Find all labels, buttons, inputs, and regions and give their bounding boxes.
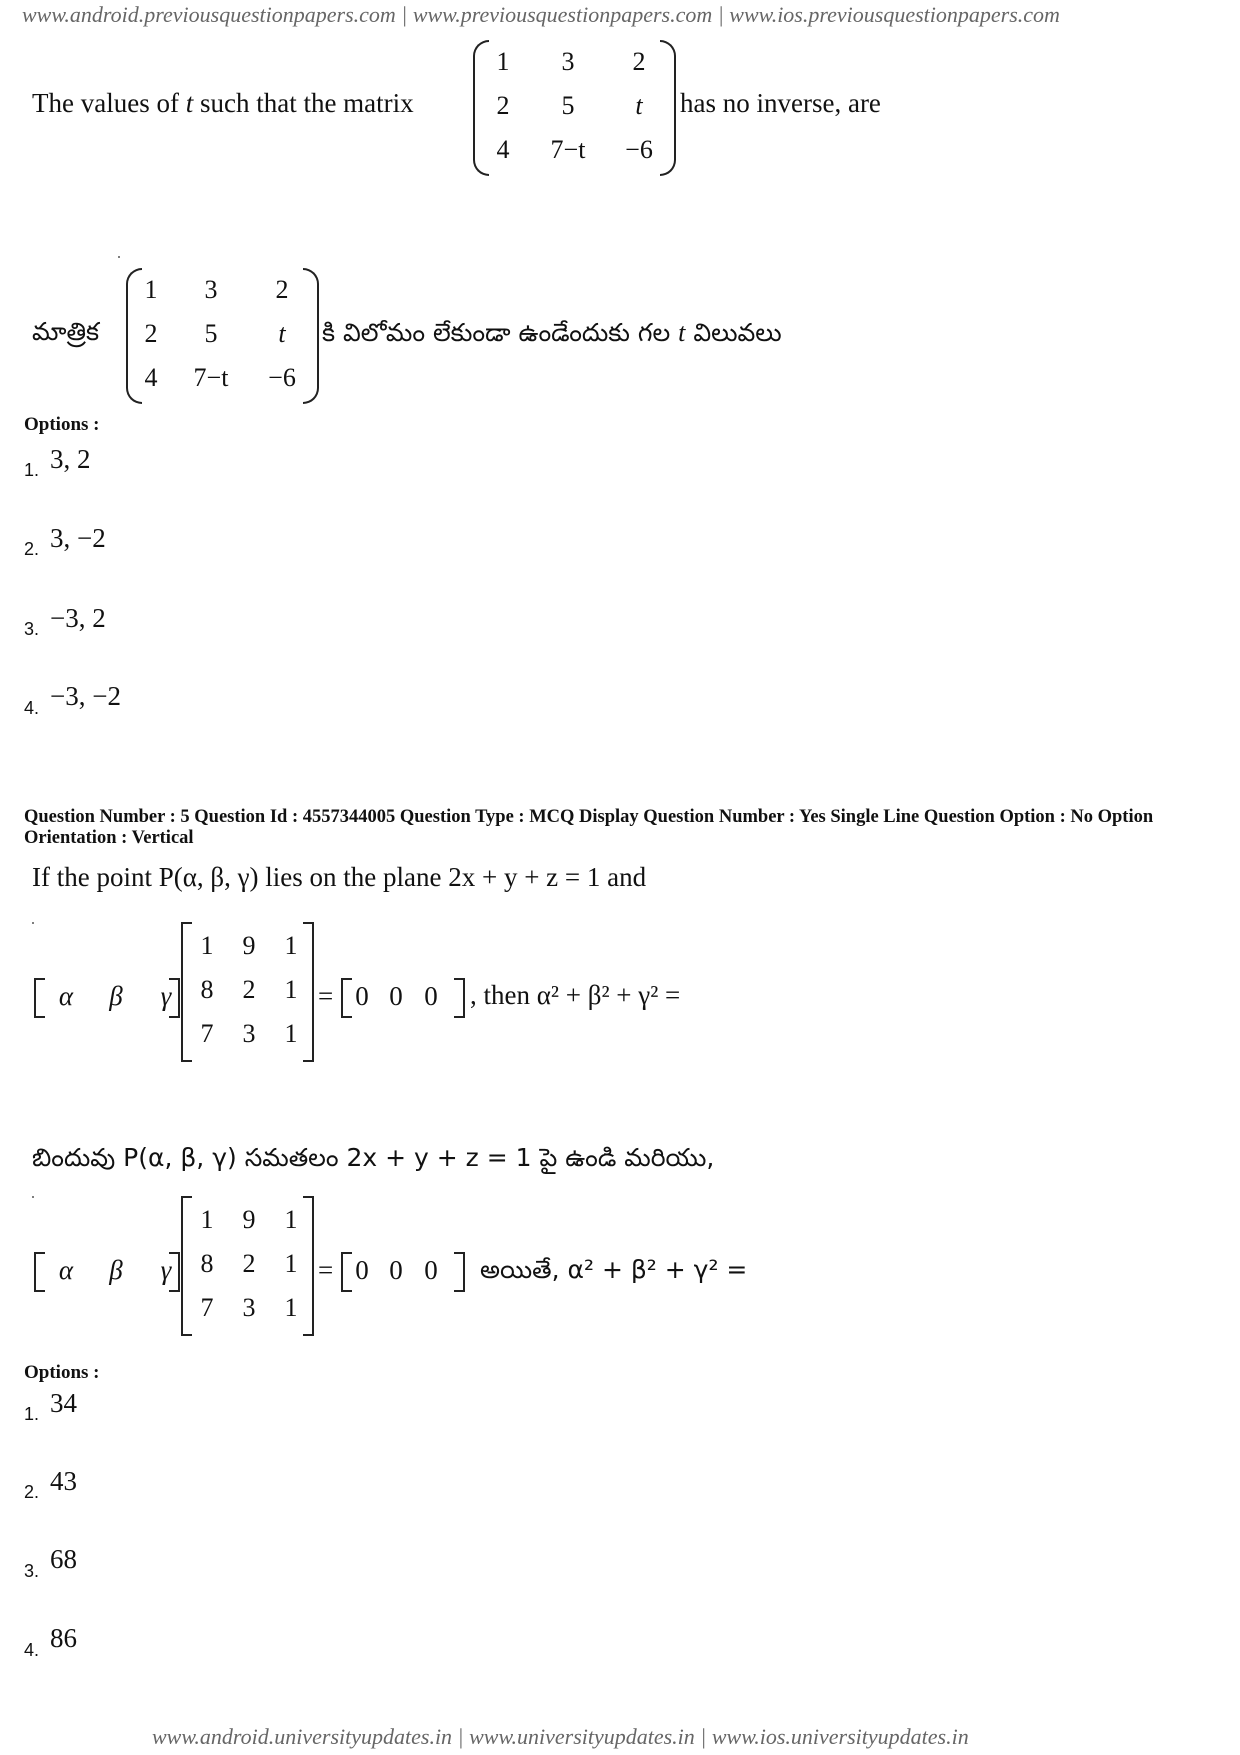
matrix-cell: 7 [200,1019,214,1048]
matrix-cell: −6 [268,363,296,392]
matrix-cell: 5 [561,91,575,120]
matrix-cell: −6 [625,135,653,164]
matrix-cell: 8 [200,975,214,1004]
q4-matrix-te [131,268,313,400]
option-value: 34 [50,1388,77,1418]
header-site-links: www.android.previousquestionpapers.com | www.previousquestionpapers.com | www.ios.previousquestionpapers.com [22,2,1060,27]
matrix-cell: 8 [200,1249,214,1278]
q4-options-heading: Options : [24,414,100,435]
option-value: 43 [50,1466,77,1496]
q5-en-tail: , then α² + β² + γ² = [470,980,681,1010]
q5-row-vector [44,976,188,1016]
q5-matrix-right-bracket [303,922,314,1062]
q5-en-line1: If the point P(α, β, γ) lies on the plane 2x + y + z = 1 and [32,862,647,892]
q4-te-prefix: మాత్రిక [32,317,100,346]
q4-te-var: t [678,318,686,347]
matrix-cell: t [635,91,643,120]
matrix-cell: 2 [496,91,510,120]
q5-te-line1: బిందువు P(α, β, γ) సమతలం 2x + y + z = 1 పై ఉండి మరియు, [32,1143,715,1172]
matrix-cell: 2 [144,319,158,348]
q4-te-matrix-right-paren [303,268,319,404]
row-vector-right-bracket [169,1252,180,1292]
row-vector-right-bracket [169,978,180,1018]
matrix-cell: 1 [200,1205,214,1234]
matrix-cell: 1 [284,1205,298,1234]
matrix-cell: 1 [200,931,214,960]
vector-entry: γ [160,980,172,1011]
q4-matrix-en [478,40,670,172]
matrix-cell: 4 [144,363,158,392]
footer-site-links: www.android.universityupdates.in | www.universityupdates.in | www.ios.universityupdates.in [152,1724,969,1749]
vector-entry: 0 [355,980,369,1011]
q5-options-heading: Options : [24,1362,100,1383]
option-value: 3, −2 [50,523,106,553]
vector-entry: β [109,1254,123,1285]
vector-entry: 0 [424,980,438,1011]
option-value: 86 [50,1623,77,1653]
stray-dot [118,256,120,258]
matrix-cell: 3 [561,47,575,76]
matrix-cell: 1 [284,1293,298,1322]
q5-te-tail: అయితే, α² + β² + γ² = [480,1255,748,1284]
matrix-cell: 7−t [550,135,586,164]
option-value: 3, 2 [50,444,91,474]
option-number: 4. [24,1640,40,1660]
option-number: 2. [24,539,40,559]
zero-vector-right-bracket [454,1252,465,1292]
q5-zero-vector-te [346,1250,448,1290]
option-number: 3. [24,619,40,639]
matrix-cell: 1 [284,1019,298,1048]
q5-matrix-te [186,1198,312,1330]
q5-meta-info: Question Number : 5 Question Id : 4557344005 Question Type : MCQ Display Question Number : Yes Single Line Question Option : No Option Orientation : Vertical [24,807,1154,848]
matrix-cell: 5 [204,319,218,348]
matrix-cell: 9 [242,931,256,960]
q4-en-suffix: has no inverse, are [680,88,881,118]
matrix-cell: 7−t [193,363,229,392]
vector-entry: 0 [389,980,403,1011]
option-value: −3, 2 [50,603,106,633]
matrix-cell: 2 [632,47,646,76]
q4-en-prefix: The values of [32,88,179,118]
matrix-cell: 3 [242,1293,256,1322]
q4-en-mid: such that the matrix [199,88,414,118]
vector-entry: 0 [355,1254,369,1285]
matrix-cell: 3 [204,275,218,304]
stray-dot [32,922,34,924]
option-number: 2. [24,1482,40,1502]
matrix-cell: 1 [144,275,158,304]
matrix-cell: 2 [242,975,256,1004]
option-number: 1. [24,460,40,480]
stray-dot [32,1196,34,1198]
matrix-cell: 3 [242,1019,256,1048]
option-number: 1. [24,1404,40,1424]
q4-te-suffix-b: విలువలు [693,318,782,347]
vector-entry: 0 [424,1254,438,1285]
matrix-cell: 7 [200,1293,214,1322]
q4-en-var: t [185,88,194,118]
matrix-cell: 2 [242,1249,256,1278]
matrix-cell: 1 [284,975,298,1004]
matrix-cell: t [278,319,286,348]
vector-entry: 0 [389,1254,403,1285]
vector-entry: α [58,980,74,1011]
vector-entry: β [109,980,123,1011]
matrix-cell: 1 [284,931,298,960]
equals-sign: = [318,1254,334,1285]
q5-matrix-en [186,924,312,1056]
equals-sign: = [318,980,334,1011]
matrix-cell: 4 [496,135,510,164]
vector-entry: γ [160,1254,172,1285]
option-number: 3. [24,1561,40,1581]
vector-entry: α [58,1254,74,1285]
q5-row-vector-te [44,1250,188,1290]
matrix-cell: 1 [284,1249,298,1278]
matrix-cell: 2 [275,275,289,304]
matrix-cell: 1 [496,47,510,76]
option-number: 4. [24,698,40,718]
option-value: 68 [50,1544,77,1574]
q5-zero-vector [346,976,448,1016]
q4-te-suffix-a: కి విలోమం లేకుండా ఉండేందుకు గల [322,318,671,347]
option-value: −3, −2 [50,681,121,711]
q5-te-matrix-right-bracket [303,1196,314,1336]
q4-matrix-right-paren [660,40,676,176]
zero-vector-right-bracket [454,978,465,1018]
matrix-cell: 9 [242,1205,256,1234]
